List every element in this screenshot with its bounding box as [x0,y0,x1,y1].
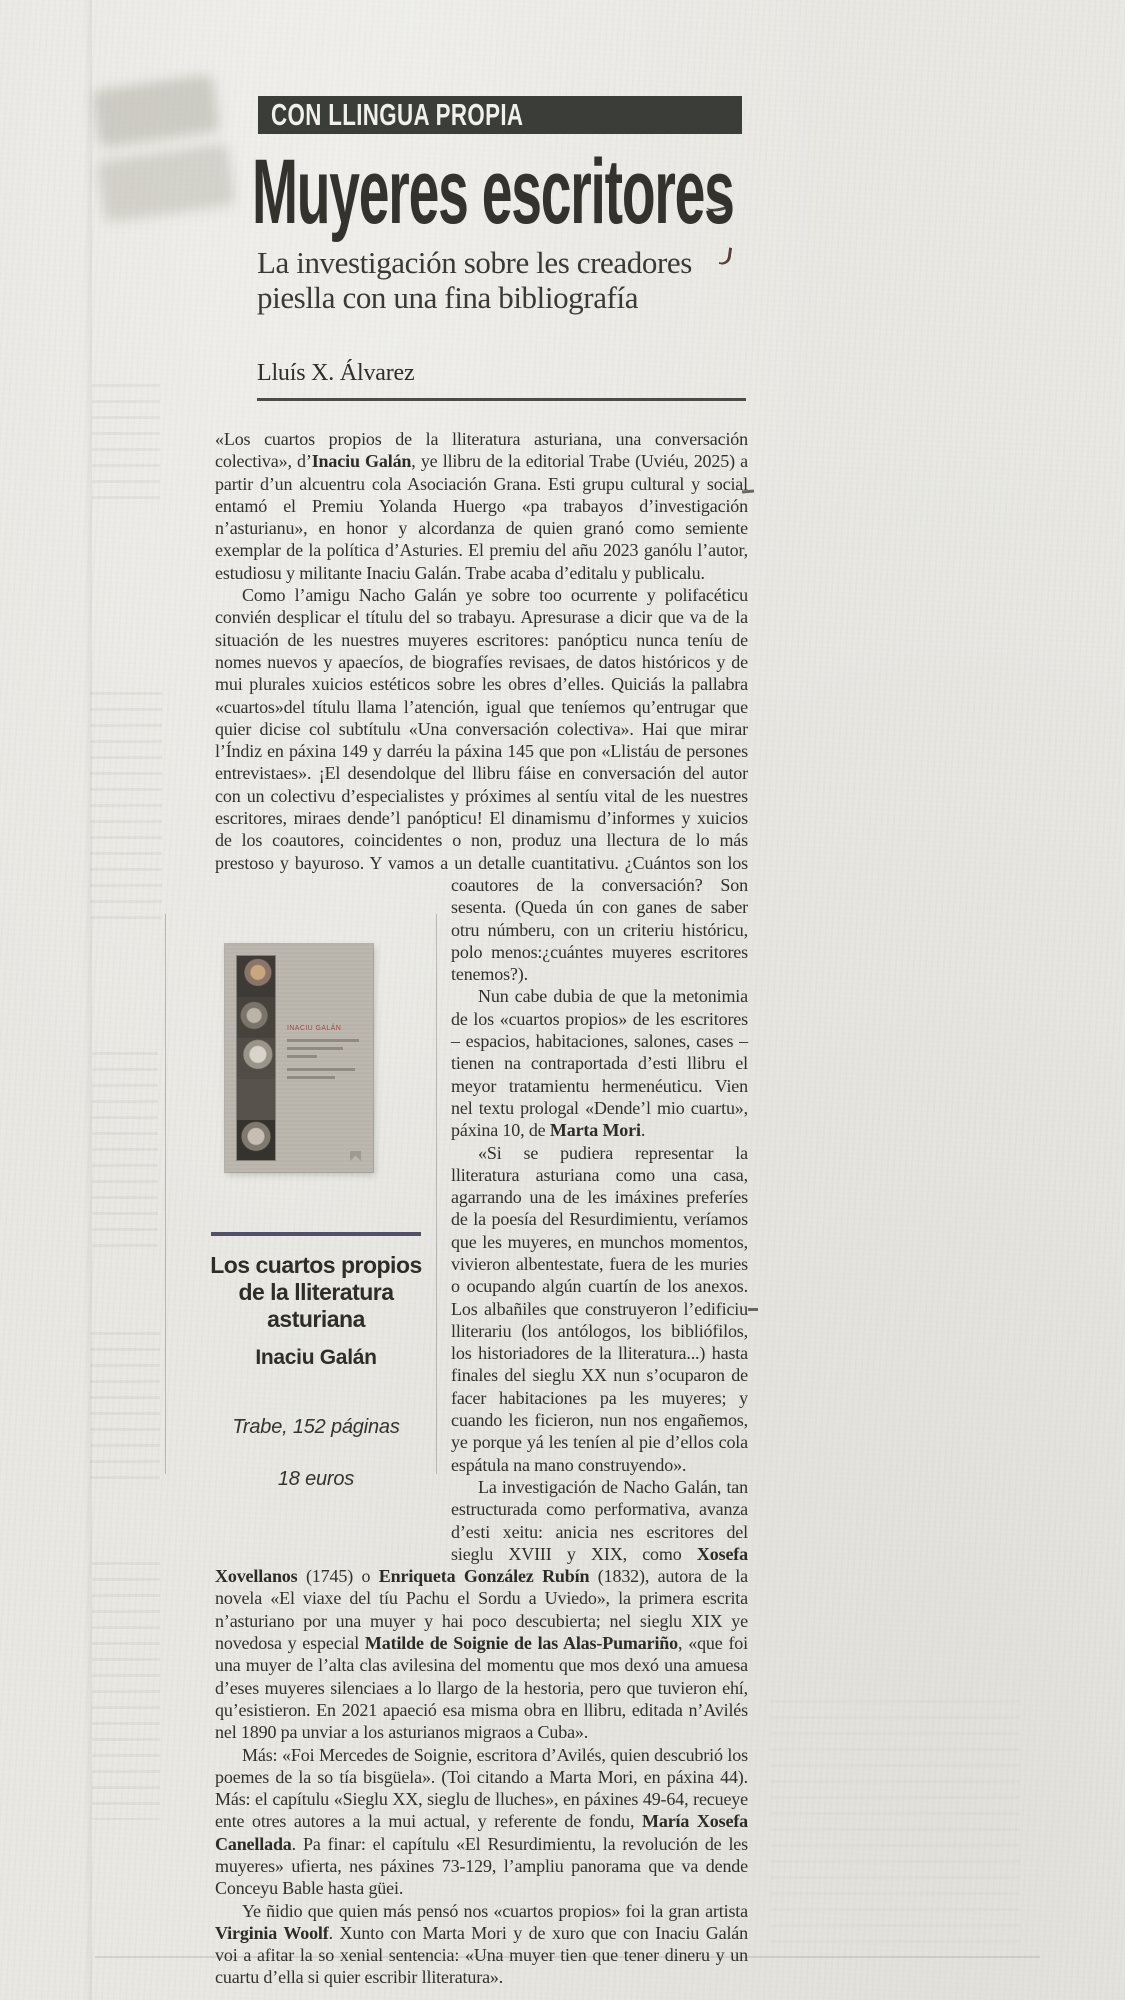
article-subtitle: La investigación sobre les creadores pieslla con una fina bibliografía [257,245,692,315]
caption-rule [211,1232,421,1236]
pen-mark [748,1308,758,1311]
portrait-face [237,997,275,1038]
book-cover-author: INACIU GALÁN [287,1024,342,1032]
column-rule-left [165,914,166,1474]
ghost-print-blob [96,143,235,223]
book-cover-title-lines [287,1034,367,1079]
book-caption-author: Inaciu Galán [255,1346,377,1370]
ghost-print-blob [92,74,221,148]
paragraph: La investigación de Nacho Galán, tan estructurada como performativa, avanza d’esti xeitu: anicia nes escritores del sieglu XVIII y XIX, como Xosefa Xovellanos (1745) o Enriqueta González Rubín (1832), autora de la novela «El viaxe del tíu Pachu el Sordu a Uviedo», la primera escrita n’asturiano por una muyer y hai poco descubierta; nel sieglu XIX ye novedosa y especial Matilde de Soignie de las Alas-Pumariño, «que foi una muyer de l’alta clas avilesina del momentu que mos dexó una amuesa d’eses muyeres silenciaes a lo llargo de la hestoria, pero que tuvieron ehí, qu’esistieron. En 2021 apaeció esa misma obra en llibru, editada n’Avilés nel 1890 pa unviar a los asturianos migraos a Cuba». [215,1476,748,1743]
paragraph: «Si se pudiera representar la lliteratura asturiana como una casa, agarrando una de les imáxines preferíes de la poesía del Resurdimientu, veríamos que les muyeres, en munchos momentos, vivieron albentestate, fuera de les muries o ocupando algún cuartín de los anexos. Los albañiles que construyeron l’edificiu lliterariu (los antólogos, los bibliófilos, los historiadores de la lliteratura...) hasta finales del sieglu XX nun s’ocuparon de facer habitaciones pa les muyeres; y cuando les ficieron, nun nos engañemos, ye porque yá les teníen al pie d’ellos cola espátula na mano construyendo». [451,1142,748,1475]
paragraph: Ye ñidio que quien más pensó nos «cuartos propios» foi la gran artista Virginia Woolf. Xunto con Marta Mori y de xuro que con Inaciu Galán voi a afitar la so xenial sentencia: «Una muyer tien que tener dineru y un cuartu d’ella si quier escribir lliteratura». [215,1900,748,1988]
book-caption-title: Los cuartos propios de la lliteratura asturiana [210,1251,422,1333]
article-headline: Muyeres escritores [252,141,734,243]
ghost-text-bleed [90,692,162,920]
ghost-text-bleed [92,1052,158,1250]
portrait-face [237,1079,275,1120]
article-body [210,428,749,1989]
article-byline: Lluís X. Álvarez [257,360,415,386]
portrait-collage [237,956,275,1160]
book-sidebar [210,874,451,1544]
byline-rule [257,398,746,401]
book-caption-publisher: Trabe, 152 páginas [232,1415,400,1438]
paragraph: Nun cabe dubia de que la metonimia de los «cuartos propios» de les escritores – espacios, habitaciones, salones, cases – tienen na contraportada d’esti llibru el meyor tratamientu hermenéuticu. Vien nel textu prologal «Dende’l mio cuartu», páxina 10, de Marta Mori. [451,986,748,1141]
publisher-logo-mark [350,1151,361,1162]
book-caption-meta [205,1414,427,1492]
book-cover-image [225,944,373,1172]
section-kicker-bar [258,96,742,134]
page-fold-shadow [84,0,92,2000]
book-caption-price: 18 euros [277,1467,355,1490]
ghost-text-bleed [92,1562,160,1820]
ghost-text-bleed [92,384,160,502]
portrait-face [237,956,275,997]
section-kicker-label: CON LLINGUA PROPIA [271,97,524,132]
portrait-face [237,1038,275,1079]
portrait-face [237,1120,275,1160]
ghost-text-bleed [90,1332,160,1480]
paragraph: «Los cuartos propios de la lliteratura asturiana, una conversación colectiva», d’Inaciu Galán, ye llibru de la editorial Trabe (Uviéu, 2025) a partir d’un alcuentru cola Asociación Grana. Esti grupu cultural y social entamó el Premiu Yolanda Huergo «pa trabayos d’investigación n’asturianu», en honor y alcordanza de quien granó como semiente exemplar de la política d’Asturies. El premiu del añu 2023 ganólu l’autor, estudiosu y militante Inaciu Galán. Trabe acaba d’editalu y publicalu. [215,429,748,583]
book-caption [205,1232,427,1492]
column-rule-right [436,914,437,1474]
paragraph: Como l’amigu Nacho Galán ye sobre too ocurrente y polifacéticu convién desplicar el títulu del so trabayu. Apresurase a dicir que va de la situación de les nuestres muyeres escritores: panópticu nunca teníu de nomes nuevos y apaecíos, de biografíes revisaes, de datos históricos y de mui plurales xuicios estéticos sobre les obres d’elles. Quiciás la pallabra «cuartos»del títulu llama l’atención, igual que teníemos qu’entrugar que quier dicise col subtítulu «Una conversación colectiva». Hai que mirar l’Índiz en páxina 149 y darréu la páxina 145 que pon «Llistáu de persones entrevistaes». ¡El desendolque del llibru fáise en conversación del autor con un colectivu d’especialistes y próximes al sentíu vital de les nuestres escritores, miraes dende’l panópticu! El dinamismu d’informes y xuicios de los coautores, coincidentes o non, produz una llectura de lo más prestoso y bayuroso. Y vamos a un detalle cuantitativu. ¿Cuántos son los INACIU GALÁN Los cuartos propios de la lliteratura asturiana Inaciu Galán Trabe, 152 páginas 18 euros coautores de la conversación? Son sesenta. (Queda ún con ganes de saber otru númberu, con un criteriu históricu, polo menos:¿cuántes muyeres escritores tenemos?). [215,584,748,985]
ghost-text-bleed [770,1700,1020,1950]
paragraph: Más: «Foi Mercedes de Soignie, escritora d’Avilés, quien descubrió los poemes de la so tía bisgüela». (Toi citando a Marta Mori, en páxina 44). Más: el capítulu «Sieglu XX, sieglu de lluches», en páxines 49-64, recueye ente otres autores a la mui actual, y referente de fondu, María Xosefa Canellada. Pa finar: el capítulu «El Resurdimientu, la revolución de les muyeres» ufierta, nes páxines 73-129, l’ampliu panorama que va dende Conceyu Bable hasta güei. [215,1744,749,1899]
